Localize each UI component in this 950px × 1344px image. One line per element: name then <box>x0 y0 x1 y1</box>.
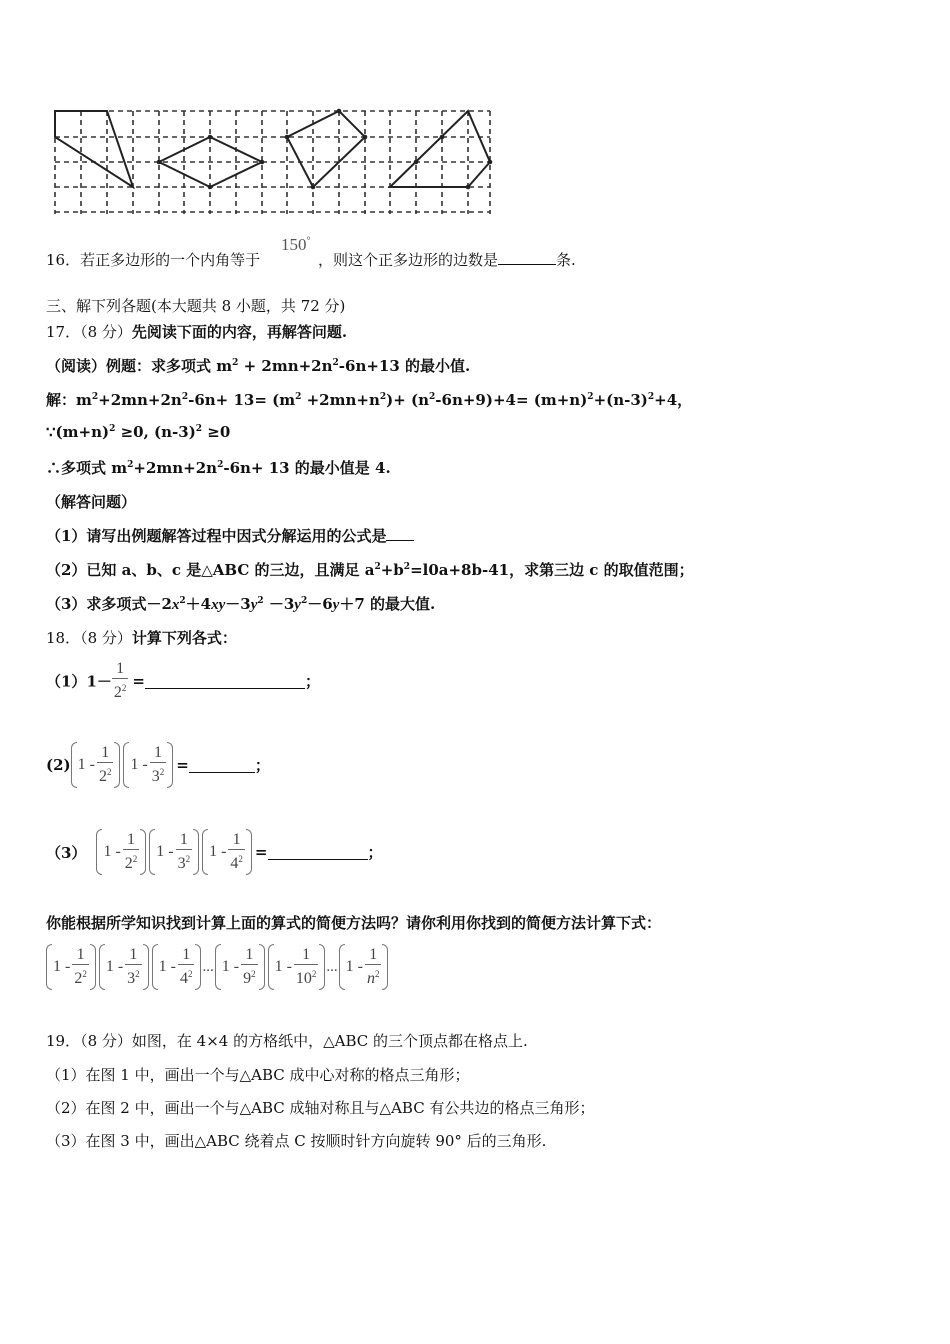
q16-text-after: ，则这个正多边形的边数是 <box>318 251 499 269</box>
factor-1-minus-1-over-4sq: 1 - $\frac{1}{4^2}$ <box>202 829 252 875</box>
ellipsis: ... <box>202 958 214 975</box>
q19-part-1: （1）在图 1 中，画出一个与△ABC 成中心对称的格点三角形； <box>46 1066 470 1084</box>
section-3-title: 三、解下列各题(本大题共 8 小题，共 72 分) <box>46 297 346 315</box>
factor-1-minus-1-over-10sq: 1 - $\frac{1}{10^2}$ <box>268 944 326 990</box>
q17-part-3: （3）求多项式$-2x^2+4xy-3y^2 -3y^2-6y+7$ 的最大值. <box>46 595 436 613</box>
factor-1-minus-1-over-9sq: 1 - $\frac{1}{9^2}$ <box>215 944 265 990</box>
q18-score: （8 分） <box>80 629 132 647</box>
q18-intro: 计算下列各式： <box>131 629 237 647</box>
q17-number: 17． <box>46 323 81 341</box>
q18-header <box>46 627 237 648</box>
q17-header <box>46 321 347 342</box>
q17-part-1: （1）请写出例题解答过程中因式分解运用的公式是 <box>46 525 414 546</box>
q16-text-after-row <box>318 249 576 270</box>
q17-answer-label: （解答问题） <box>46 493 137 511</box>
q18-e1-answer-blank[interactable] <box>145 673 305 689</box>
q17-intro: 先阅读下面的内容，再解答问题. <box>131 323 348 341</box>
q18-long-product <box>46 944 391 990</box>
q19-part-3: （3）在图 3 中，画出△ABC 绕着点 C 按顺时针方向旋转 90° 后的三角形. <box>46 1132 547 1150</box>
q16-answer-blank[interactable] <box>498 249 556 265</box>
degree-symbol: ° <box>306 235 311 247</box>
q19-header <box>46 1030 528 1051</box>
q18-number: 18． <box>46 629 81 647</box>
q18-expr-1: （1）1－ $\frac{1}{2^2}$ = ； <box>46 660 320 701</box>
ellipsis: ... <box>326 958 338 975</box>
factor-1-minus-1-over-4sq: 1 - $\frac{1}{4^2}$ <box>152 944 202 990</box>
q19-intro: 如图，在 4×4 的方格纸中，△ABC 的三个顶点都在格点上. <box>131 1032 528 1050</box>
q18-ask: 你能根据所学知识找到计算上面的算式的简便方法吗？请你利用你找到的简便方法计算下式： <box>46 914 662 932</box>
q16-text-before: 若正多边形的一个内角等于 <box>80 251 261 269</box>
grid-figure <box>50 104 496 220</box>
q16-unit: 条. <box>556 251 576 269</box>
q17-solution-line: 解：$m^2+2mn+2n^2-6n+ 13= (m^2 +2mn+n^2)+ (n^2-6n+9)+4= (m+n)^2+(n-3)^2+4$， <box>46 391 693 409</box>
q16-angle: 150° <box>281 235 311 254</box>
q18-e3-answer-blank[interactable] <box>268 844 368 860</box>
q18-expr-2: (2) 1 - $\frac{1}{2^2}$ 1 - $\frac{1}{3^2}$ = ； <box>46 742 270 788</box>
dashed-grid <box>55 111 490 214</box>
q17-therefore-line: ∴多项式 $m^2+2mn+2n^2-6n+ 13$ 的最小值是 4. <box>46 459 391 477</box>
q18-expr-3: （3） 1 - $\frac{1}{2^2}$ 1 - $\frac{1}{3^2}$ 1 - $\frac{1}{4^2}$ = ； <box>46 829 383 875</box>
factor-1-minus-1-over-3sq: 1 - $\frac{1}{3^2}$ <box>123 742 173 788</box>
factor-1-minus-1-over-3sq: 1 - $\frac{1}{3^2}$ <box>99 944 149 990</box>
q17-because-line: $\because(m+n)^2 \ge 0$, $(n-3)^2 \ge 0$ <box>46 423 231 441</box>
q18-e2-answer-blank[interactable] <box>189 757 255 773</box>
q16-number: 16． <box>46 251 81 269</box>
factor-1-minus-1-over-2sq: 1 - $\frac{1}{2^2}$ <box>46 944 96 990</box>
polygon-3 <box>287 111 365 187</box>
q17-score: （8 分） <box>80 323 132 341</box>
q19-part-2: （2）在图 2 中，画出一个与△ABC 成轴对称且与△ABC 有公共边的格点三角形； <box>46 1099 595 1117</box>
q17-p1-answer-blank[interactable] <box>386 525 414 541</box>
polygon-4 <box>390 111 490 187</box>
q19-number: 19． <box>46 1032 81 1050</box>
factor-1-minus-1-over-3sq: 1 - $\frac{1}{3^2}$ <box>149 829 199 875</box>
question-16 <box>46 249 260 270</box>
fraction-1-over-2sq: $\frac{1}{2^2}$ <box>113 660 127 701</box>
q19-score: （8 分） <box>80 1032 132 1050</box>
polygon-1 <box>55 111 133 187</box>
q17-read: （阅读）例题：求多项式 $m^2 + 2mn+2n^2-6n+13$ 的最小值. <box>46 357 471 375</box>
factor-1-minus-1-over-2sq: 1 - $\frac{1}{2^2}$ <box>71 742 121 788</box>
factor-1-minus-1-over-2sq: 1 - $\frac{1}{2^2}$ <box>96 829 146 875</box>
factor-1-minus-1-over-nsq: 1 - $\frac{1}{n^2}$ <box>339 944 389 990</box>
q17-part-2: （2）已知 a、b、c 是△ABC 的三边，且满足 $a^2+b^2=l0a+8b-41$，求第三边 c 的取值范围； <box>46 561 694 579</box>
